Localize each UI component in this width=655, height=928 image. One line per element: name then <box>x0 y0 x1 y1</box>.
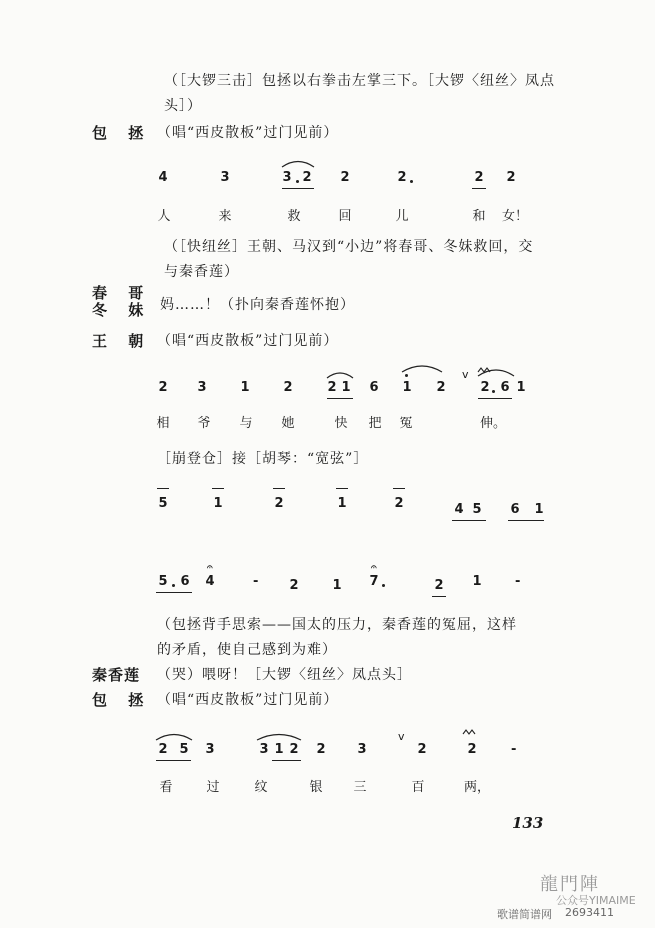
note: 2 <box>158 742 168 757</box>
note: 2 <box>302 170 312 185</box>
note: 5 <box>158 496 168 511</box>
note: 2 <box>480 380 490 395</box>
lyric: 把 <box>368 416 382 431</box>
lyric: 看 <box>159 780 173 795</box>
note: 4 <box>158 170 168 185</box>
lyric: 两， <box>463 780 490 795</box>
note: 2 <box>434 578 444 593</box>
lyric: 爷 <box>197 416 211 431</box>
lyric: 她 <box>281 416 295 431</box>
speaker-qin-xiang-lian: 秦香莲 <box>92 666 141 684</box>
extension-dash: - <box>511 742 517 757</box>
note: 2 <box>394 496 404 511</box>
note: 2 <box>274 496 284 511</box>
speaker-chun-ge: 春 哥 <box>92 284 152 302</box>
watermark-code: 2693411 <box>565 906 614 919</box>
extension-dash: - <box>253 574 259 589</box>
extension-dash: - <box>515 574 521 589</box>
direction-1: （唱“西皮散板”过门见前） <box>157 125 339 141</box>
note: 3 <box>282 170 292 185</box>
note: 4 <box>454 502 464 517</box>
speaker-bao-zheng-2: 包 拯 <box>92 691 152 709</box>
lyric: 相 <box>156 416 170 431</box>
note: 2 <box>158 380 168 395</box>
note: 2 <box>289 742 299 757</box>
note: 1 <box>472 574 482 589</box>
note: 1 <box>274 742 284 757</box>
note: 5 <box>158 574 168 589</box>
stage-direction-3: ［崩登仓］接［胡琴：“宽弦”］ <box>157 451 369 467</box>
lyric: 过 <box>206 780 220 795</box>
note: 2 <box>474 170 484 185</box>
note: 1 <box>516 380 526 395</box>
note: 7 <box>369 574 379 589</box>
dialogue-2: 妈……！（扑向秦香莲怀抱） <box>160 297 355 313</box>
lyric: 百 <box>411 780 425 795</box>
direction-5: （唱“西皮散板”过门见前） <box>157 692 339 708</box>
fermata-mark: 𝄐 <box>371 562 377 573</box>
speaker-dong-mei: 冬 妹 <box>92 301 152 319</box>
note: 1 <box>213 496 223 511</box>
dialogue-4: （哭）喂呀！［大锣〈纽丝〉凤点头］ <box>157 667 412 683</box>
lyric: 儿 <box>395 209 409 224</box>
lyric: 三 <box>353 780 367 795</box>
note: 2 <box>417 742 427 757</box>
direction-3: （唱“西皮散板”过门见前） <box>157 333 339 349</box>
note: 2 <box>506 170 516 185</box>
note: 2 <box>467 742 477 757</box>
lyric: 与 <box>239 416 253 431</box>
note: 6 <box>500 380 510 395</box>
note: 2 <box>436 380 446 395</box>
note: 6 <box>180 574 190 589</box>
lyric: 纹 <box>254 780 268 795</box>
note: 1 <box>240 380 250 395</box>
slur-arc <box>282 162 314 168</box>
slur-arc <box>327 373 353 378</box>
lyric: 快 <box>334 416 348 431</box>
breath-mark: v <box>462 368 469 381</box>
note: 2 <box>327 380 337 395</box>
speaker-wang-chao: 王 朝 <box>92 332 152 350</box>
lyric: 回 <box>338 209 352 224</box>
note: 2 <box>289 578 299 593</box>
lyric: 救 <box>287 209 301 224</box>
note: 3 <box>259 742 269 757</box>
note: 6 <box>369 380 379 395</box>
stage-direction-4a: （包拯背手思索——国太的压力，秦香莲的冤屈，这样 <box>157 617 517 633</box>
note: 2 <box>283 380 293 395</box>
page-number: 133 <box>512 814 544 832</box>
slur-arc <box>402 366 442 372</box>
note: 1 <box>341 380 351 395</box>
fermata-mark: 𝄐 <box>207 562 213 573</box>
lyric: 银 <box>309 780 323 795</box>
watermark-site: 公众号YIMAIME <box>556 894 636 907</box>
note: 1 <box>337 496 347 511</box>
note: 3 <box>357 742 367 757</box>
note: 1 <box>402 380 412 395</box>
note: 2 <box>340 170 350 185</box>
note: 3 <box>197 380 207 395</box>
stage-direction-2b: 与秦香莲） <box>164 264 239 280</box>
lyric: 伸。 <box>479 416 506 431</box>
watermark-brand: 龍門陣 <box>540 874 600 895</box>
note: 5 <box>472 502 482 517</box>
slur-arc <box>156 735 192 741</box>
lyric: 冤 <box>399 416 413 431</box>
note: 6 <box>510 502 520 517</box>
lyric: 和 <box>472 209 486 224</box>
note: 3 <box>220 170 230 185</box>
lyric: 来 <box>218 209 232 224</box>
stage-direction-4b: 的矛盾，使自己感到为难） <box>157 642 337 658</box>
note: 1 <box>332 578 342 593</box>
breath-mark: v <box>398 730 405 743</box>
note: 2 <box>397 170 407 185</box>
stage-direction-2a: （［快纽丝］王朝、马汉到“小边”将春哥、冬妹救回，交 <box>164 239 534 255</box>
lyric: 女！ <box>501 209 528 224</box>
note: 1 <box>534 502 544 517</box>
lyric: 人 <box>157 209 171 224</box>
speaker-bao-zheng-1: 包 拯 <box>92 124 152 142</box>
stage-direction-1a: （［大锣三击］包拯以右拳击左掌三下。［大锣〈纽丝〉凤点 <box>164 73 555 89</box>
note: 3 <box>205 742 215 757</box>
slur-arc <box>257 735 301 741</box>
watermark-caption: 歌谱简谱网 <box>497 908 552 921</box>
trill-mark <box>463 730 475 734</box>
stage-direction-1b: 头］） <box>164 98 202 114</box>
note: 4 <box>205 574 215 589</box>
note: 5 <box>179 742 189 757</box>
note: 2 <box>316 742 326 757</box>
